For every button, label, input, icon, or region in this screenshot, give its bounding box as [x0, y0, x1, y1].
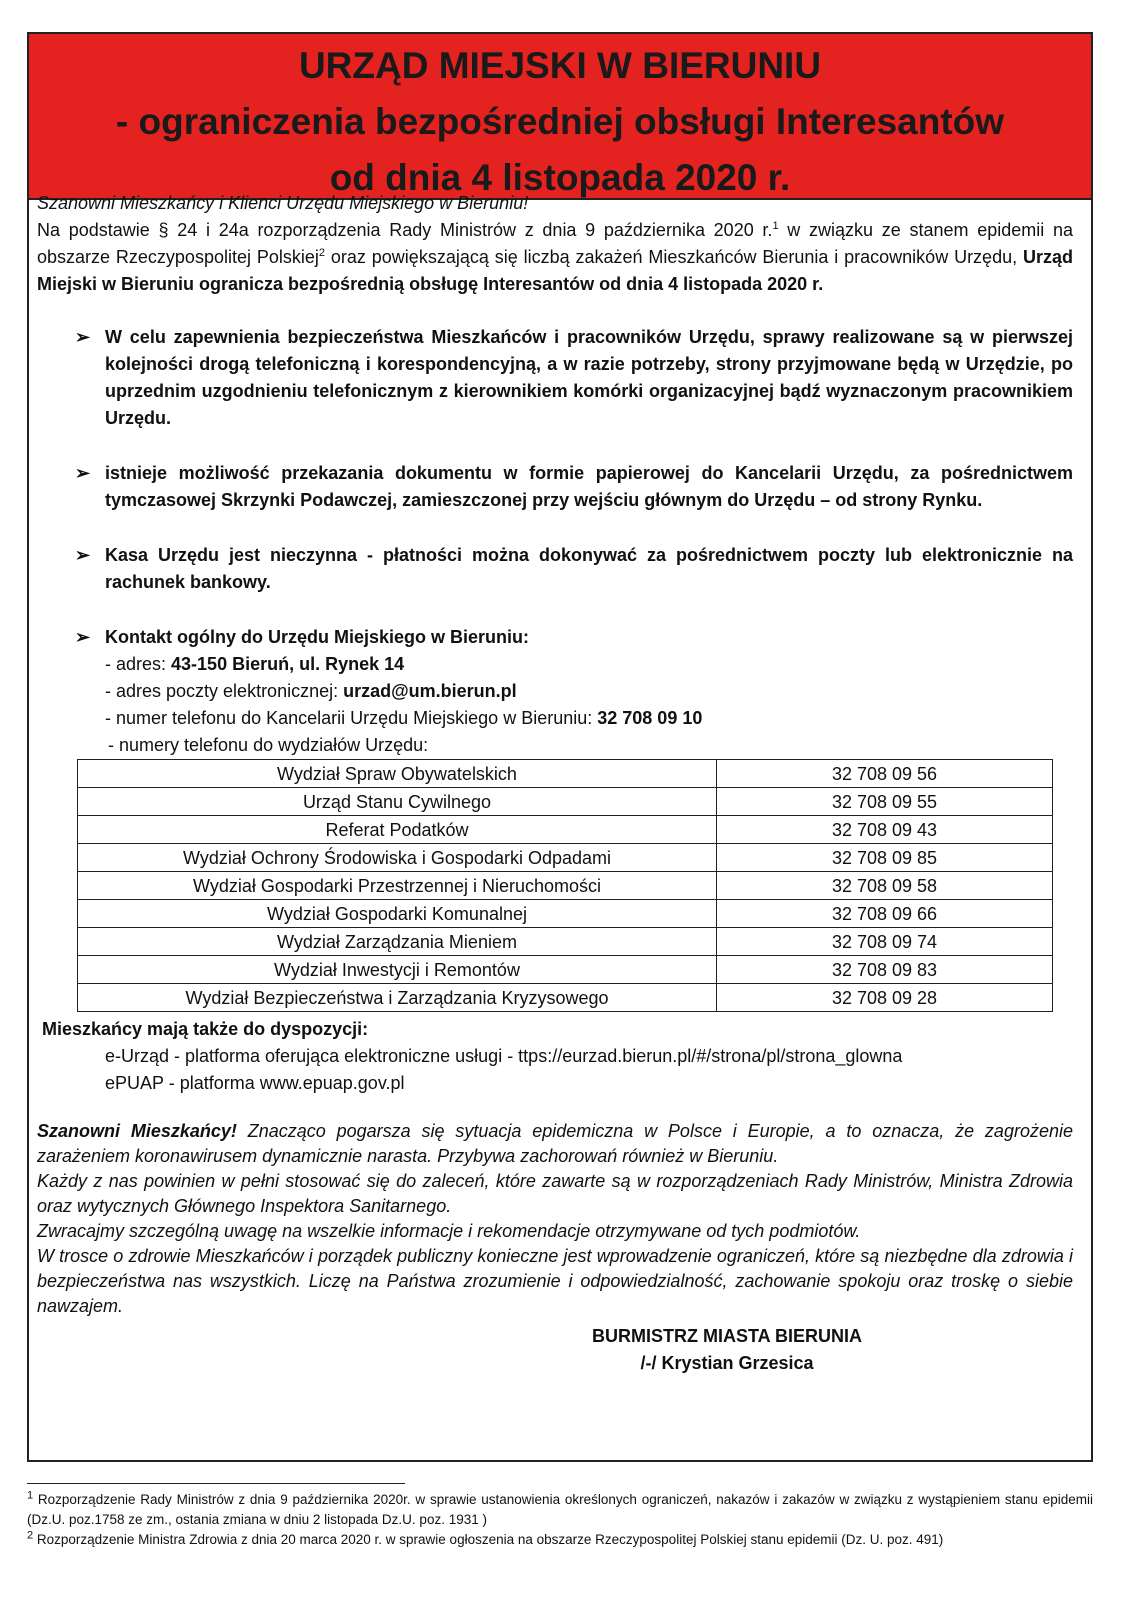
- bullet-item: [37, 460, 1073, 514]
- phone-value: 32 708 09 10: [597, 708, 703, 728]
- signature-name: /-/ Krystian Grzesica: [640, 1353, 814, 1373]
- signature-block: [557, 1323, 897, 1377]
- bullet-item: [37, 324, 1073, 432]
- department-phone: 32 708 09 83: [717, 956, 1053, 984]
- footnote-number: 1: [27, 1489, 34, 1502]
- department-phone: 32 708 09 66: [717, 900, 1053, 928]
- contact-address: [105, 651, 1073, 678]
- table-row: [78, 928, 1053, 956]
- arrow-bullet-icon: ➢: [75, 463, 91, 483]
- department-phone: 32 708 09 58: [717, 872, 1053, 900]
- intro-text-b: w związku ze stanem epidemii na obszarze Rzeczypospolitej Polskiej: [37, 220, 1073, 267]
- table-row: [78, 872, 1053, 900]
- department-name: Referat Podatków: [78, 816, 717, 844]
- footnote-text: Rozporządzenie Rady Ministrów z dnia 9 października 2020r. w sprawie ustanowienia określonych ograniczeń, nakazów i zakazów w związku z wystąpieniem stanu epidemii (Dz.U. poz.1758 ze zm., ostania zmiana w dniu 2 listopada Dz.U. poz. 1931 ): [27, 1492, 1093, 1527]
- arrow-bullet-icon: ➢: [75, 327, 91, 347]
- department-name: Wydział Spraw Obywatelskich: [78, 760, 717, 788]
- arrow-bullet-icon: ➢: [75, 627, 91, 647]
- bullet-list: [37, 324, 1073, 759]
- department-phone: 32 708 09 43: [717, 816, 1053, 844]
- footnote-divider: [27, 1483, 405, 1484]
- closing-paragraph: Każdy z nas powinien w pełni stosować się do zaleceń, które zawarte są w rozporządzeniach Rady Ministrów, Ministra Zdrowia oraz wytycznych Głównego Inspektora Sanitarnego.: [37, 1171, 1073, 1216]
- eurzad-link[interactable]: e-Urząd - platforma oferująca elektroniczne usługi - ttps://eurzad.bierun.pl/#/strona/pl/strona_glowna: [105, 1046, 903, 1066]
- arrow-bullet-icon: ➢: [75, 545, 91, 565]
- footnote-ref-1: 1: [772, 220, 779, 232]
- table-row: [78, 844, 1053, 872]
- bullet-text: Kasa Urzędu jest nieczynna - płatności można dokonywać za pośrednictwem poczty lub elektronicznie na rachunek bankowy.: [105, 545, 1073, 592]
- closing-paragraph: W trosce o zdrowie Mieszkańców i porządek publiczny konieczne jest wprowadzenie ograniczeń, które są niezbędne dla zdrowia i bezpieczeństwa nas wszystkich. Liczę na Państwa zrozumienie i odpowiedzialność, zachowanie spokoju oraz troskę o siebie nawzajem.: [37, 1246, 1073, 1316]
- footnotes: [27, 1490, 1093, 1550]
- footnote-2: [27, 1530, 1093, 1550]
- contact-email: [105, 678, 1073, 705]
- table-row: [78, 956, 1053, 984]
- footnote-1: [27, 1490, 1093, 1530]
- department-phone: 32 708 09 85: [717, 844, 1053, 872]
- disposal-heading: Mieszkańcy mają także do dyspozycji:: [42, 1019, 369, 1039]
- table-row: [78, 984, 1053, 1012]
- address-value: 43-150 Bieruń, ul. Rynek 14: [171, 654, 405, 674]
- contact-section: [37, 624, 1073, 759]
- bullet-item: [37, 542, 1073, 596]
- header-date: od dnia 4 listopada 2020 r.: [329, 157, 791, 198]
- department-phone: 32 708 09 28: [717, 984, 1053, 1012]
- closing-paragraph: Znacząco pogarsza się sytuacja epidemiczna w Polsce i Europie, a to oznacza, że zagrożenie zarażeniem koronawirusem dynamicznie narasta. Przybywa zachorowań również w Bieruniu.: [37, 1121, 1073, 1166]
- department-phone: 32 708 09 74: [717, 928, 1053, 956]
- intro-text-c: oraz powiększającą się liczbą zakażeń Mieszkańców Bierunia i pracowników Urzędu,: [325, 247, 1018, 267]
- email-label: - adres poczty elektronicznej:: [105, 681, 344, 701]
- footnote-number: 2: [27, 1529, 34, 1542]
- greeting: Szanowni Mieszkańcy i Klienci Urzędu Miejskiego w Bieruniu!: [37, 193, 529, 213]
- epuap-link[interactable]: ePUAP - platforma www.epuap.gov.pl: [105, 1073, 405, 1093]
- contact-phone: [105, 705, 1073, 732]
- intro-paragraph: [37, 217, 1073, 298]
- department-name: Wydział Gospodarki Przestrzennej i Nieruchomości: [78, 872, 717, 900]
- bullet-text: W celu zapewnienia bezpieczeństwa Mieszkańców i pracowników Urzędu, sprawy realizowane są w pierwszej kolejności drogą telefoniczną i korespondencyjną, a w razie potrzeby, strony przyjmowane będą w Urzędzie, po uprzednim uzgodnieniu telefonicznym z kierownikiem komórki organizacyjnej bądź wyznaczonym pracownikiem Urzędu.: [105, 327, 1073, 428]
- department-name: Urząd Stanu Cywilnego: [78, 788, 717, 816]
- footnote-ref-2: 2: [318, 247, 326, 259]
- closing-greeting: Szanowni Mieszkańcy!: [37, 1121, 237, 1141]
- header-subtitle: - ograniczenia bezpośredniej obsługi Interesantów: [115, 101, 1005, 142]
- department-phone: 32 708 09 56: [717, 760, 1053, 788]
- table-row: [78, 816, 1053, 844]
- phone-label: - numer telefonu do Kancelarii Urzędu Miejskiego w Bieruniu:: [105, 708, 598, 728]
- department-name: Wydział Ochrony Środowiska i Gospodarki Odpadami: [78, 844, 717, 872]
- department-name: Wydział Bezpieczeństwa i Zarządzania Kryzysowego: [78, 984, 717, 1012]
- department-phone: 32 708 09 55: [717, 788, 1053, 816]
- notice-content: [37, 190, 1073, 1377]
- department-phone-table: [77, 759, 1053, 1012]
- table-row: [78, 760, 1053, 788]
- footnote-text: Rozporządzenie Ministra Zdrowia z dnia 20 marca 2020 r. w sprawie ogłoszenia na obszarze Rzeczypospolitej Polskiej stanu epidemii (Dz. U. poz. 491): [33, 1532, 944, 1547]
- email-value[interactable]: urzad@um.bierun.pl: [343, 681, 517, 701]
- notice-header: [29, 34, 1091, 200]
- table-row: [78, 900, 1053, 928]
- department-name: Wydział Gospodarki Komunalnej: [78, 900, 717, 928]
- address-label: - adres:: [105, 654, 172, 674]
- closing-message: [37, 1119, 1073, 1319]
- closing-paragraph: Zwracajmy szczególną uwagę na wszelkie informacje i rekomendacje otrzymywane od tych podmiotów.: [37, 1221, 861, 1241]
- bullet-text: istnieje możliwość przekazania dokumentu w formie papierowej do Kancelarii Urzędu, za pośrednictwem tymczasowej Skrzynki Podawczej, zamieszczonej przy wejściu głównym do Urzędu – od strony Rynku.: [105, 463, 1073, 510]
- department-name: Wydział Inwestycji i Remontów: [78, 956, 717, 984]
- department-phones-label: - numery telefonu do wydziałów Urzędu:: [108, 735, 429, 755]
- header-title: URZĄD MIEJSKI W BIERUNIU: [298, 45, 822, 86]
- table-row: [78, 788, 1053, 816]
- intro-text-a: Na podstawie § 24 i 24a rozporządzenia Rady Ministrów z dnia 9 października 2020 r.: [37, 220, 773, 240]
- signature-title: BURMISTRZ MIASTA BIERUNIA: [592, 1326, 862, 1346]
- contact-heading: Kontakt ogólny do Urzędu Miejskiego w Bieruniu:: [105, 627, 530, 647]
- intro-bold-statement: Urząd Miejski w Bieruniu ogranicza bezpośrednią obsługę Interesantów od dnia 4 listopada 2020 r.: [37, 247, 1074, 294]
- department-name: Wydział Zarządzania Mieniem: [78, 928, 717, 956]
